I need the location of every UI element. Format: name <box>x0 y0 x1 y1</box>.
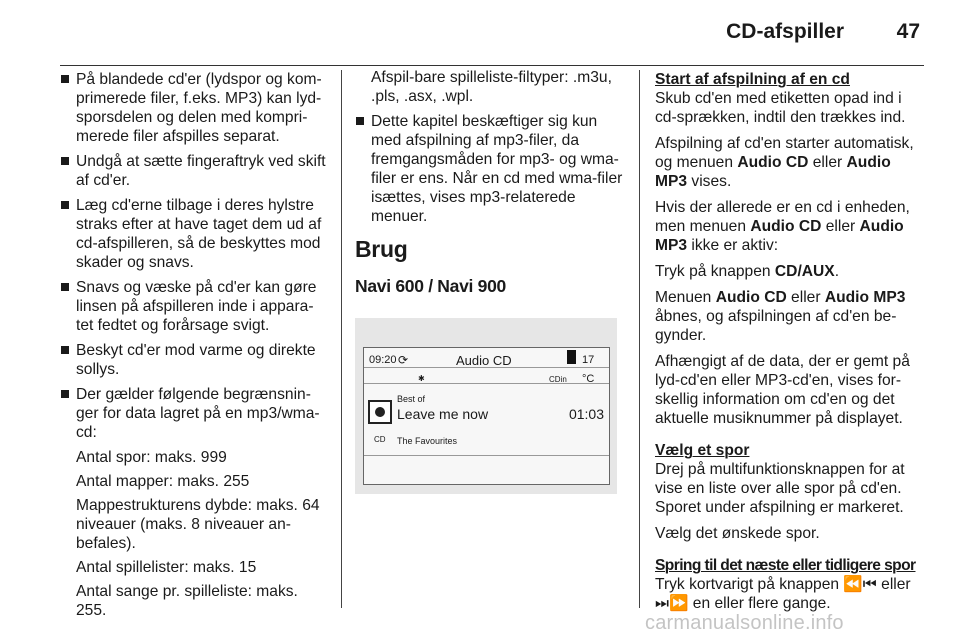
paragraph: Skub cd'en med etiketten opad ind i cd-sprækken, indtil den trækkes ind. <box>655 90 906 126</box>
phone-icon <box>567 350 576 364</box>
paragraph: Tryk på knappen CD/AUX. <box>655 263 840 280</box>
list-item: Beskyt cd'er mod varme og direkte sollys. <box>60 341 328 379</box>
heading-start-playback: Start af afspilning af en cd <box>655 71 850 88</box>
page-header <box>60 0 924 66</box>
limits-list <box>76 448 328 620</box>
display-playlist: Best of <box>397 394 426 404</box>
heading-skip-track: Spring til det næste eller tidligere spor <box>655 557 916 574</box>
limits-intro: Der gælder følgende begrænsnin-ger for data lagret på en mp3/wma-cd: <box>76 386 320 441</box>
column-1 <box>60 70 328 626</box>
display-album: The Favourites <box>397 436 458 446</box>
column-2 <box>355 70 625 494</box>
display-temperature: 17 °C <box>582 354 595 385</box>
watermark: carmanualsonline.info <box>645 612 844 634</box>
limit-item: Antal spor: maks. 999 <box>76 449 227 466</box>
limit-item: Mappestrukturens dybde: maks. 64 niveauer (maks. 8 niveauer an-befales). <box>76 497 320 552</box>
playlist-note: Afspil-bare spilleliste-filtyper: .m3u, .pls, .asx, .wpl. <box>371 69 612 105</box>
paragraph: Afspilning af cd'en starter automatisk, og menuen Audio CD eller Audio MP3 vises. <box>655 135 914 190</box>
display-title: Audio CD <box>456 353 512 368</box>
heading-select-track: Vælg et spor <box>655 442 750 459</box>
limit-item: Antal mapper: maks. 255 <box>76 473 250 490</box>
paragraph: Hvis der allerede er en cd i enheden, men menuen Audio CD eller Audio MP3 ikke er aktiv: <box>655 199 910 254</box>
refresh-icon: ⟳ <box>398 353 409 367</box>
list-item <box>60 385 328 620</box>
page-number: 47 <box>896 20 920 43</box>
display-info-bar <box>364 368 609 384</box>
display-media: CD <box>374 435 386 444</box>
cd-disc-icon <box>368 400 392 424</box>
display-frame <box>363 347 610 485</box>
paragraph: Drej på multifunktionsknappen for at vise en liste over alle spor på cd'en. Sporet under afspilning er markeret. <box>655 461 905 516</box>
mp3-note-list <box>355 112 625 226</box>
paragraph: Tryk kortvarigt på knappen ⏪⏮ eller ⏭⏩ en eller flere gange. <box>655 576 911 612</box>
paragraph: Vælg det ønskede spor. <box>655 525 820 542</box>
limit-item: Antal spillelister: maks. 15 <box>76 559 257 576</box>
list-item: Læg cd'erne tilbage i deres hylstre straks efter at have taget dem ud af cd-afspilleren, så de beskyttes mod skader og snavs. <box>60 196 328 272</box>
cd-aux-button-label: CD/AUX <box>774 263 835 280</box>
paragraph: Afhængigt af de data, der er gemt på lyd-cd'en eller MP3-cd'en, vises for-skellig information om cd'en og det aktuelle musiknummer på displayet. <box>655 353 910 427</box>
list-item: Snavs og væske på cd'er kan gøre linsen på afspilleren inde i appara-tet fedtet og forårsage svigt. <box>60 278 328 335</box>
next-track-icon: ⏭⏩ <box>655 595 689 612</box>
column-3 <box>655 70 925 620</box>
display-time: 09:20 <box>369 354 397 366</box>
bluetooth-icon: ✱ <box>418 374 425 383</box>
page-title: CD-afspiller <box>726 20 844 43</box>
audio-cd-screen-image <box>355 318 617 494</box>
list-item: Undgå at sætte fingeraftryk ved skift af cd'er. <box>60 152 328 190</box>
cd-care-list <box>60 70 328 620</box>
display-source: CDin <box>549 375 567 384</box>
display-footer <box>364 455 609 456</box>
list-item: På blandede cd'er (lydspor og kom-primerede filer, f.eks. MP3) kan lyd-sporsdelen og delen med kompri-merede filer afspilles separat. <box>60 70 328 146</box>
previous-track-icon: ⏪⏮ <box>843 576 877 593</box>
column-divider-1 <box>341 70 342 608</box>
section-title: Brug <box>355 236 408 262</box>
paragraph: Menuen Audio CD eller Audio MP3 åbnes, og afspilningen af cd'en be-gynder. <box>655 289 906 344</box>
display-track: Leave me now <box>397 406 489 422</box>
column-divider-2 <box>639 70 640 608</box>
limit-item: Antal sange pr. spilleliste: maks. 255. <box>76 583 298 619</box>
subsection-title: Navi 600 / Navi 900 <box>355 276 506 296</box>
display-track-time: 01:03 <box>568 406 604 422</box>
list-item: Dette kapitel beskæftiger sig kun med afspilning af mp3-filer, da fremgangsmåden for mp3- og wma-filer er ens. Når en cd med wma-filer isættes, vises mp3-relaterede menuer. <box>355 112 625 226</box>
